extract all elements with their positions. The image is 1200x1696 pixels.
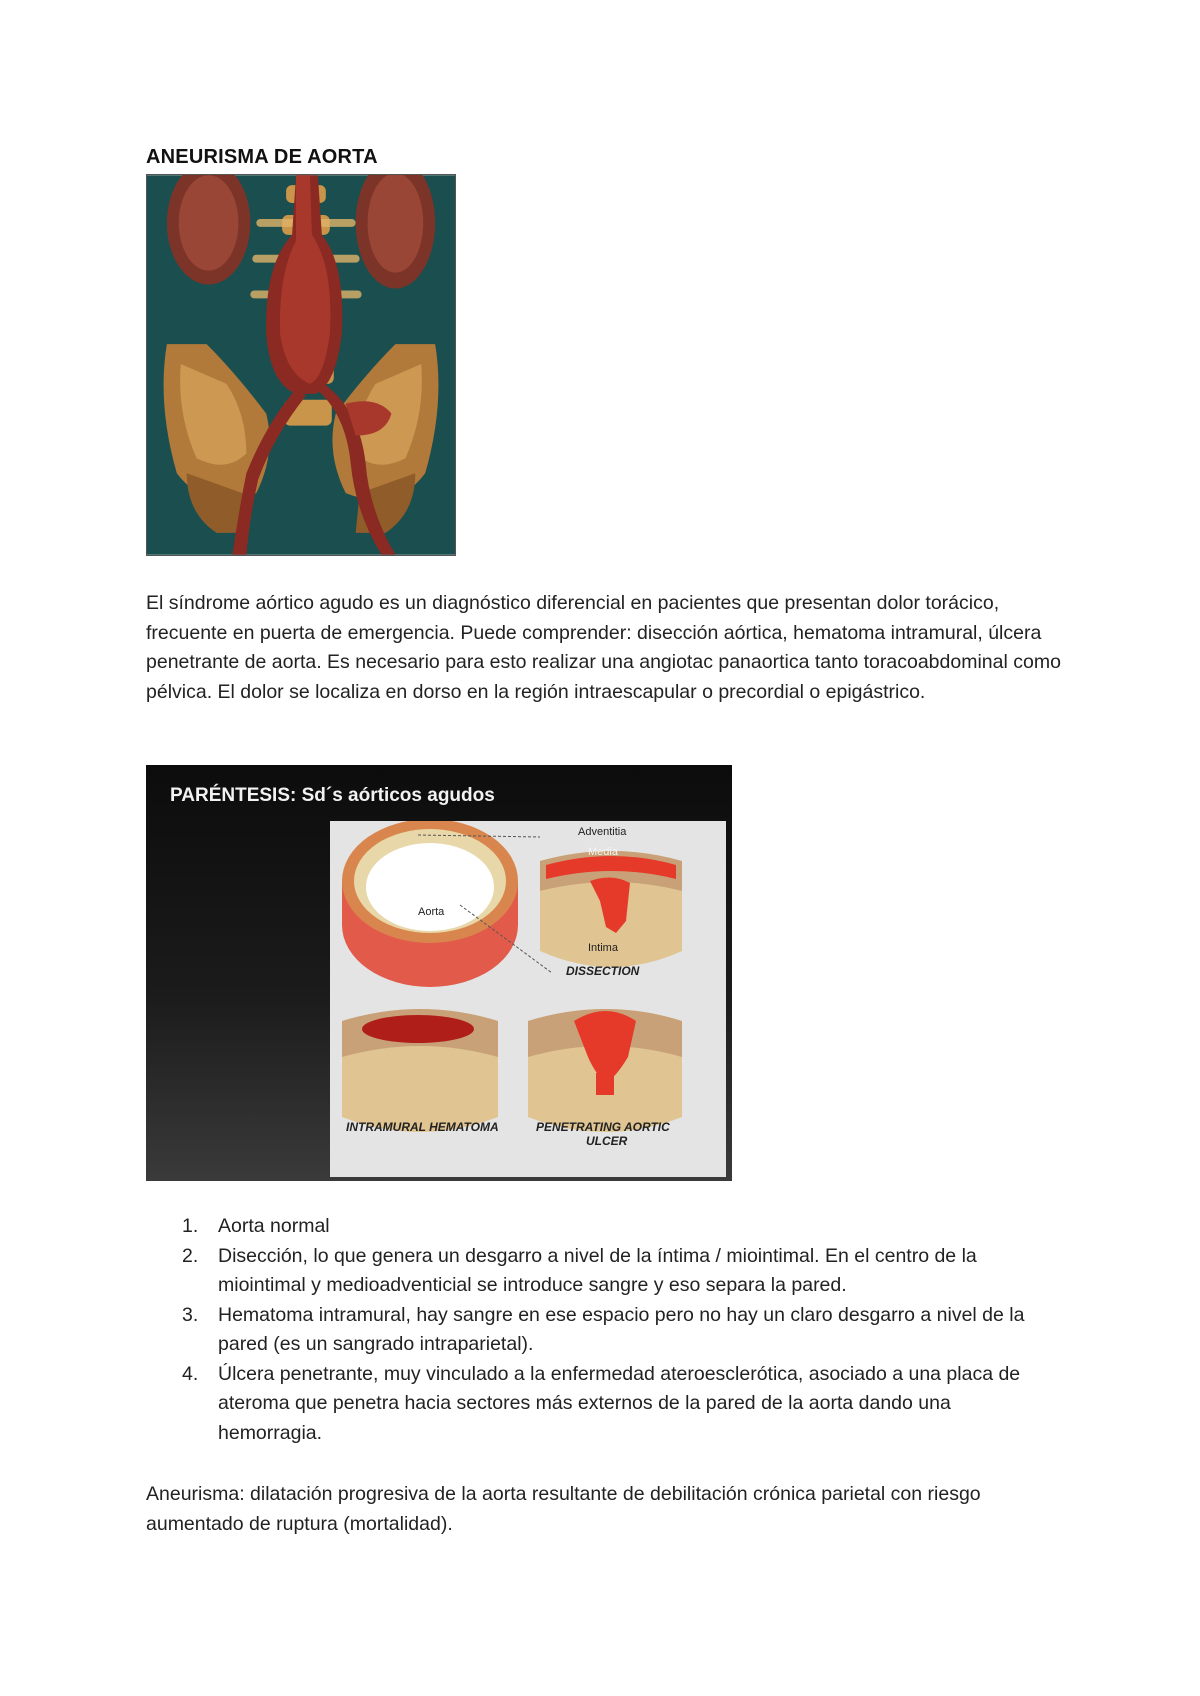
- slide-title: PARÉNTESIS: Sd´s aórticos agudos: [170, 785, 495, 806]
- label-adventitia: Adventitia: [578, 826, 627, 838]
- ct-aorta-image: [146, 174, 456, 556]
- document-title: ANEURISMA DE AORTA: [146, 146, 378, 168]
- label-intramural-hematoma: INTRAMURAL HEMATOMA: [346, 1120, 499, 1134]
- list-item: 1. Aorta normal: [182, 1215, 330, 1237]
- list-item: 2. Disección, lo que genera un desgarro a nivel de la íntima / miointimal. En el centro de la miointimal y medioadventicial se introduce sangre y eso separa la pared.: [182, 1244, 977, 1296]
- slide-acute-aortic-syndromes: [146, 765, 732, 1181]
- list-item: 4. Úlcera penetrante, muy vinculado a la enfermedad ateroesclerótica, asociado a una placa de ateroma que penetra hacia sectores más externos de la pared de la aorta dando una hemorragia.: [182, 1362, 1021, 1444]
- label-aorta: Aorta: [418, 906, 445, 918]
- intro-paragraph: El síndrome aórtico agudo es un diagnóstico diferencial en pacientes que presentan dolor torácico, frecuente en puerta de emergencia. Puede comprender: disección aórtica, hematoma intramural, úlcera penetrante de aorta. Es necesario para esto realizar una angiotac panaortica tanto toracoabdominal como pélvica. El dolor se localiza en dorso en la región intraescapular o precordial o epigástrico.: [146, 592, 1061, 703]
- label-dissection: DISSECTION: [566, 964, 640, 978]
- penetrating-ulcer-block: [528, 1009, 682, 1132]
- intramural-hematoma-block: [342, 1009, 498, 1132]
- label-intima: Intima: [588, 942, 618, 954]
- syndromes-list: [146, 1212, 1046, 1448]
- list-item: 3. Hematoma intramural, hay sangre en ese espacio pero no hay un claro desgarro a nivel de la pared (es un sangrado intraparietal).: [182, 1303, 1025, 1355]
- label-media: Media: [588, 846, 618, 858]
- normal-aorta-ring: [342, 821, 518, 987]
- aortic-syndromes-diagram: [330, 821, 726, 1177]
- label-penetrating-ulcer-1: PENETRATING AORTIC: [536, 1120, 670, 1134]
- aneurysm-definition: Aneurisma: dilatación progresiva de la aorta resultante de debilitación crónica parietal con riesgo aumentado de ruptura (mortalidad).: [146, 1483, 981, 1535]
- label-penetrating-ulcer-2: ULCER: [586, 1134, 628, 1148]
